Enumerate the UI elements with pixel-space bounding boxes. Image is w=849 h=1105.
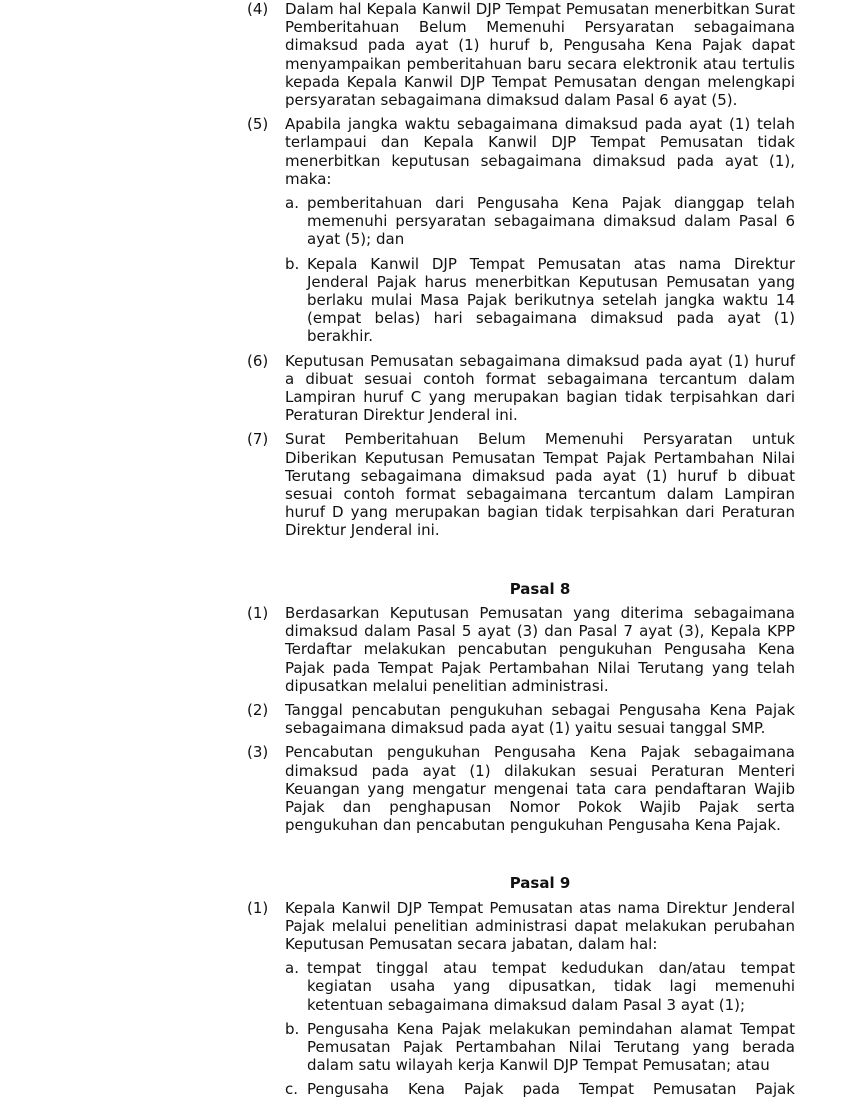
sub-item-text: pemberitahuan dari Pengusaha Kena Pajak dianggap telah memenuhi persyaratan sebagaimana dimaksud dalam Pasal 6 ayat (5); dan [307,194,795,249]
paragraph-number: (1) [247,603,269,622]
paragraph-text: Berdasarkan Keputusan Pemusatan yang diterima sebagaimana dimaksud dalam Pasal 5 ayat (3) dan Pasal 7 ayat (3), Kepala KPP Terdaftar melakukan pencabutan pengukuhan Pengusaha Kena Pajak pada Tempat Pajak Pertambahan Nilai Terutang yang telah dipusatkan melalui penelitian administrasi. [285,603,795,695]
paragraph-item [247,352,795,425]
paragraph-text: Dalam hal Kepala Kanwil DJP Tempat Pemusatan menerbitkan Surat Pemberitahuan Belum Memenuhi Persyaratan sebagaimana dimaksud pada ayat (1) huruf b, Pengusaha Kena Pajak dapat menyampaikan pemberitahuan baru secara elektronik atau tertulis kepada Kepala Kanwil DJP Tempat Pemusatan dengan melengkapi persyaratan sebagaimana dimaksud dalam Pasal 6 ayat (5). [285,0,795,110]
paragraph-text: Pencabutan pengukuhan Pengusaha Kena Pajak sebagaimana dimaksud pada ayat (1) dilakukan sesuai Peraturan Menteri Keuangan yang mengatur mengenai tata cara pendaftaran Wajib Pajak dan penghapusan Nomor Pokok Wajib Pajak serta pengukuhan dan pencabutan pengukuhan Pengusaha Kena Pajak. [285,743,795,835]
sub-item-letter: b. [285,254,300,273]
paragraph-number: (1) [247,898,269,917]
section-heading: Pasal 9 [509,874,571,893]
paragraph-item [247,115,795,345]
sub-item-text: Kepala Kanwil DJP Tempat Pemusatan atas nama Direktur Jenderal Pajak harus menerbitkan Keputusan Pemusatan yang berlaku mulai Masa Pajak berikutnya setelah jangka waktu 14 (empat belas) hari sebagaimana dimaksud pada ayat (1) berakhir. [307,254,795,346]
paragraph-number: (6) [247,351,269,370]
section-heading: Pasal 8 [509,579,571,598]
sub-item [285,1080,795,1098]
sub-item-letter: c. [285,1080,299,1099]
paragraph-item [247,743,795,834]
paragraph-number: (2) [247,700,269,719]
paragraph-text: Surat Pemberitahuan Belum Memenuhi Persyaratan untuk Diberikan Keputusan Pemusatan Tempat Pajak Pertambahan Nilai Terutang sebagaimana dimaksud pada ayat (1) huruf b dibuat sesuai contoh format sebagaimana tercantum dalam Lampiran huruf D yang merupakan bagian tidak terpisahkan dari Peraturan Direktur Jenderal ini. [285,430,795,540]
paragraph-number: (3) [247,743,269,762]
paragraph-number: (4) [247,0,269,18]
sub-item-letter: a. [285,194,299,213]
sub-item [285,1020,795,1075]
paragraph-number: (7) [247,430,269,449]
sub-item [285,255,795,346]
paragraph-text: Kepala Kanwil DJP Tempat Pemusatan atas nama Direktur Jenderal Pajak melalui penelitian administrasi dapat melakukan perubahan Keputusan Pemusatan secara jabatan, dalam hal: [285,898,795,953]
sub-item-text: tempat tinggal atau tempat kedudukan dan/atau tempat kegiatan usaha yang dipusatkan, tidak lagi memenuhi ketentuan sebagaimana dimaksud dalam Pasal 3 ayat (1); [307,959,795,1014]
paragraph-item [247,0,795,109]
sub-item-text: Pengusaha Kena Pajak melakukan pemindahan alamat Tempat Pemusatan Pajak Pertambahan Nilai Terutang yang berada dalam satu wilayah kerja Kanwil DJP Tempat Pemusatan; atau [307,1019,795,1075]
document-page [247,0,795,1105]
paragraph-text: Tanggal pencabutan pengukuhan sebagai Pengusaha Kena Pajak sebagaimana dimaksud pada ayat (1) yaitu sesuai tanggal SMP. [285,700,795,738]
sub-item [285,194,795,249]
paragraph-item [247,701,795,737]
paragraph-item [247,430,795,539]
paragraph-text: Apabila jangka waktu sebagaimana dimaksud pada ayat (1) telah terlampaui dan Kepala Kanwil DJP Tempat Pemusatan tidak menerbitkan keputusan sebagaimana dimaksud pada ayat (1), maka: [285,115,795,188]
sub-item [285,959,795,1014]
paragraph-number: (5) [247,115,269,134]
sub-item-letter: a. [285,959,299,978]
sub-item-letter: b. [285,1019,300,1038]
sub-item-text: Pengusaha Kena Pajak pada Tempat Pemusatan Pajak [307,1080,795,1099]
paragraph-item [247,604,795,695]
paragraph-text: Keputusan Pemusatan sebagaimana dimaksud pada ayat (1) huruf a dibuat sesuai contoh format sebagaimana tercantum dalam Lampiran huruf C yang merupakan bagian tidak terpisahkan dari Peraturan Direktur Jenderal ini. [285,351,795,425]
paragraph-item [247,899,795,1099]
